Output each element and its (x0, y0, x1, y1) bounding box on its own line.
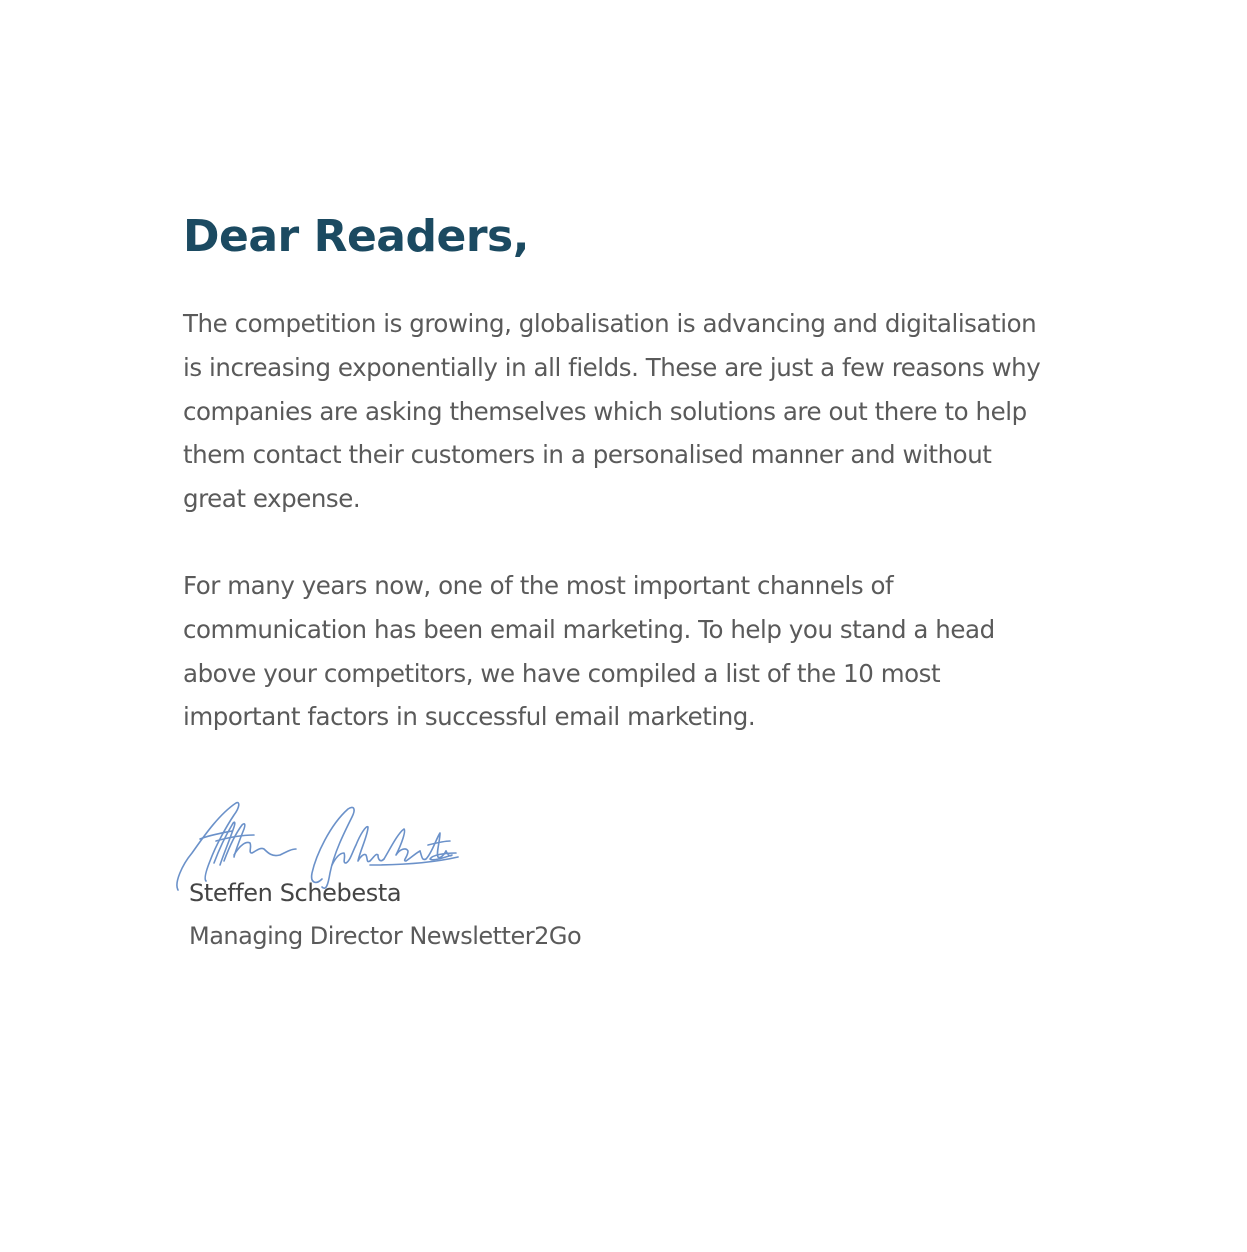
paragraph-line: important factors in successful email marketing. (183, 702, 756, 732)
paragraph-line: them contact their customers in a personalised manner and without (183, 440, 992, 470)
signer-name: Steffen Schebesta (189, 879, 402, 907)
email-marketing-paragraph (183, 564, 1063, 739)
paragraph-line: communication has been email marketing. To help you stand a head (183, 614, 995, 644)
signer-title: Managing Director Newsletter2Go (189, 922, 582, 950)
intro-paragraph (183, 302, 1063, 521)
letter-body (183, 205, 1063, 739)
paragraph-line: companies are asking themselves which solutions are out there to help (183, 396, 1027, 426)
paragraph-line: great expense. (183, 484, 361, 514)
paragraph-line: is increasing exponentially in all fields. These are just a few reasons why (183, 352, 1041, 382)
salutation-heading: Dear Readers, (183, 211, 529, 262)
paragraph-line: The competition is growing, globalisation is advancing and digitalisation (183, 309, 1037, 338)
paragraph-line: above your competitors, we have compiled a list of the 10 most (183, 658, 941, 688)
signature-block (170, 795, 630, 965)
paragraph-line: For many years now, one of the most important channels of (183, 570, 894, 600)
